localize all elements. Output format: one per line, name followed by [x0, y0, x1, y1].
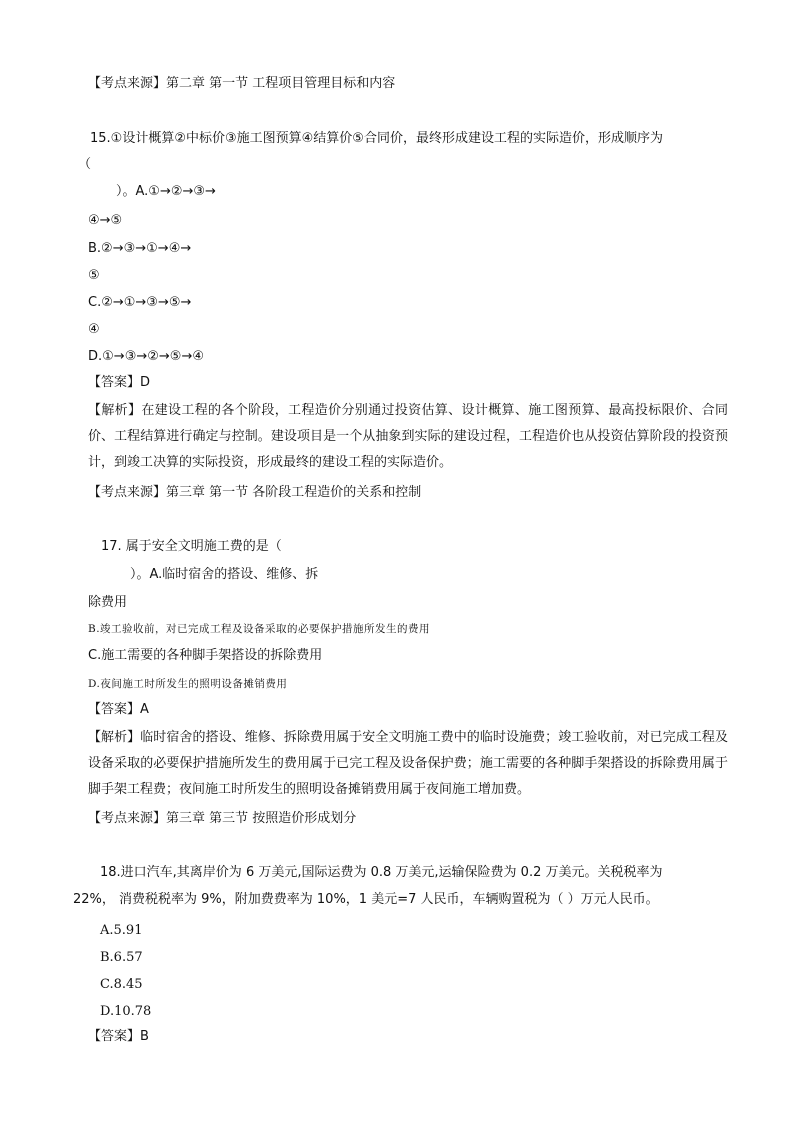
q18-option-a: A.5.91	[100, 923, 143, 938]
q18-stem-line2: 22%， 消费税税率为 9%，附加费费率为 10%，1 美元=7 人民币，车辆购置税为（ ）万元人民币。	[73, 892, 659, 907]
q17-analysis: 【解析】临时宿舍的搭设、维修、拆除费用属于安全文明施工费中的临时设施费；竣工验收前，对已完成工程及设备采取的必要保护措施所发生的费用属于已完工程及设备保护费；施工需要的各种脚手架搭设的拆除费用属于脚手架工程费；夜间施工时所发生的照明设备摊销费用属于夜间施工增加费。	[88, 730, 728, 797]
q18-option-d: D.10.78	[100, 1004, 152, 1019]
q18-answer: 【答案】B	[88, 1029, 149, 1044]
q15-option-c-line1: C.②→①→③→⑤→	[88, 295, 192, 310]
q17-source: 【考点来源】第三章 第三节 按照造价形成划分	[88, 811, 357, 826]
q17-option-a-line1: ）。A.临时宿舍的搭设、维修、拆	[130, 567, 319, 582]
q15-option-a-line2: ④→⑤	[88, 213, 123, 228]
q17-stem: 17. 属于安全文明施工费的是（	[101, 539, 282, 554]
q15-source: 【考点来源】第三章 第一节 各阶段工程造价的关系和控制	[88, 485, 422, 500]
q15-paren: （	[78, 157, 92, 172]
q15-option-a-line1: ）。A.①→②→③→	[116, 184, 216, 199]
q17-answer: 【答案】A	[88, 702, 149, 717]
q15-answer: 【答案】D	[88, 375, 151, 390]
q15-analysis: 【解析】在建设工程的各个阶段，工程造价分别通过投资估算、设计概算、施工图预算、最高投标限价、合同价、工程结算进行确定与控制。建设项目是一个从抽象到实际的建设过程，工程造价也从投资估算阶段的投资预计，到竣工决算的实际投资，形成最终的建设工程的实际造价。	[88, 403, 728, 470]
q17-option-b: B.竣工验收前，对已完成工程及设备采取的必要保护措施所发生的费用	[88, 623, 431, 635]
q15-option-d: D.①→③→②→⑤→④	[88, 349, 204, 364]
q17-option-a-line2: 除费用	[88, 595, 128, 610]
q15-option-b-line2: ⑤	[88, 268, 100, 283]
q17-option-d: D.夜间施工时所发生的照明设备摊销费用	[88, 678, 288, 690]
q15-stem: 15.①设计概算②中标价③施工图预算④结算价⑤合同价，最终形成建设工程的实际造价，形成顺序为	[90, 131, 663, 146]
q18-option-c: C.8.45	[100, 977, 143, 992]
q18-stem-line1: 18.进口汽车,其离岸价为 6 万美元,国际运费为 0.8 万美元,运输保险费为 0.2 万美元。关税税率为	[100, 865, 663, 880]
q18-option-b: B.6.57	[100, 950, 143, 965]
top-source-line: 【考点来源】第二章 第一节 工程项目管理目标和内容	[88, 76, 396, 91]
q17-option-c: C.施工需要的各种脚手架搭设的拆除费用	[88, 648, 323, 663]
q15-option-c-line2: ④	[88, 322, 100, 337]
q15-option-b-line1: B.②→③→①→④→	[88, 241, 192, 256]
